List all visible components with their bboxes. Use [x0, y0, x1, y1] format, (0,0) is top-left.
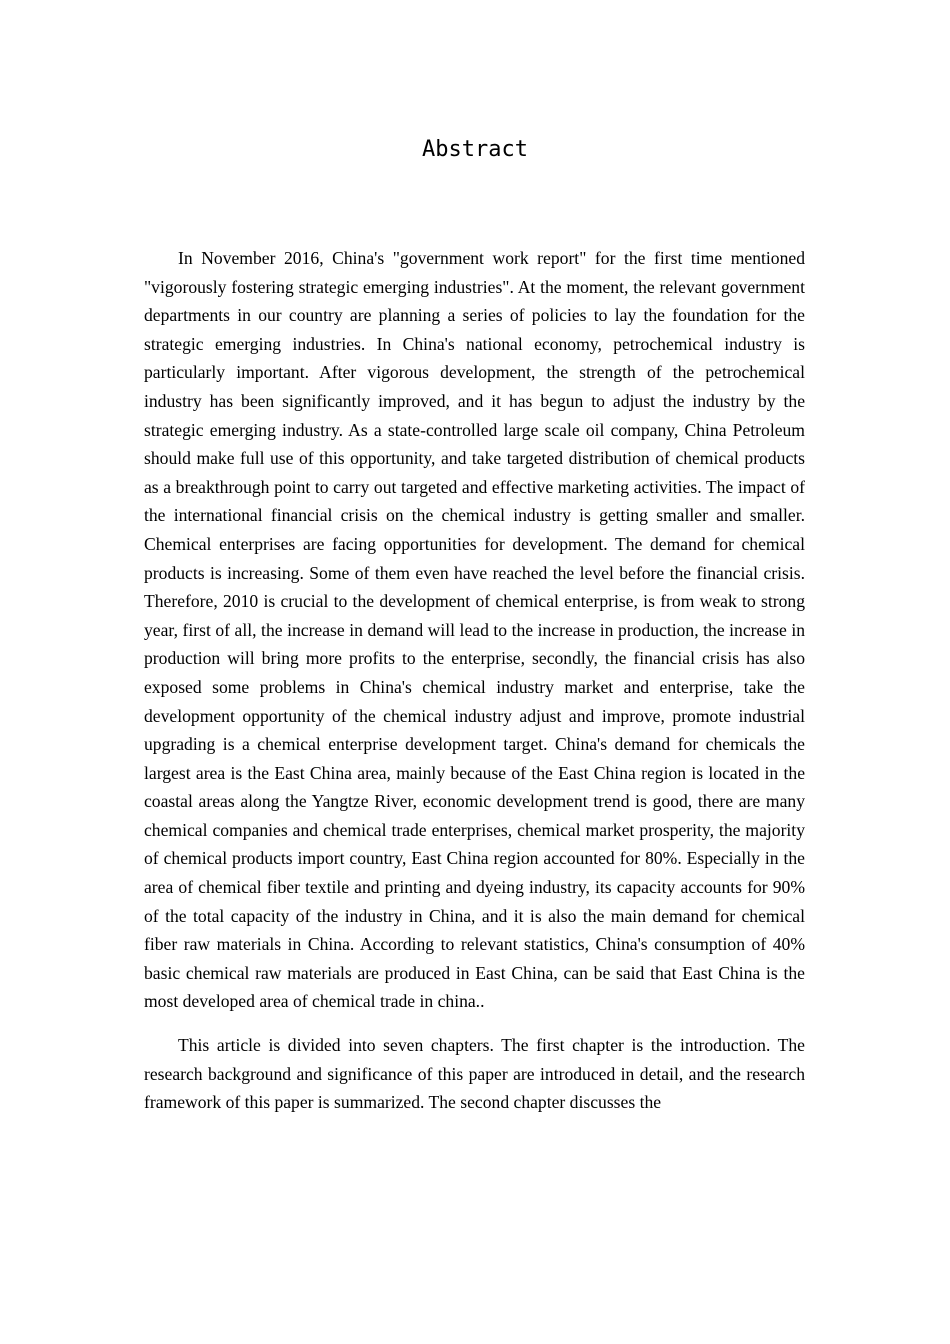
paragraph-2: This article is divided into seven chapters. The first chapter is the introduction. The research background and significance of this paper are introduced in detail, and the research framework of this paper is summarized. The second chapter discusses the: [144, 1035, 805, 1113]
abstract-body: [144, 244, 805, 1117]
page-title: Abstract: [422, 137, 528, 162]
paragraph-1: In November 2016, China's "government work report" for the first time mentioned "vigorously fostering strategic emerging industries". At the moment, the relevant government departments in our country are planning a series of policies to lay the foundation for the strategic emerging industries. In China's national economy, petrochemical industry is particularly important. After vigorous development, the strength of the petrochemical industry has been significantly improved, and it has begun to adjust the industry by the strategic emerging industry. As a state-controlled large scale oil company, China Petroleum should make full use of this opportunity, and take targeted distribution of chemical products as a breakthrough point to carry out targeted and effective marketing activities. The impact of the international financial crisis on the chemical industry is getting smaller and smaller. Chemical enterprises are facing opportunities for development. The demand for chemical products is increasing. Some of them even have reached the level before the financial crisis. Therefore, 2010 is crucial to the development of chemical enterprise, is from weak to strong year, first of all, the increase in demand will lead to the increase in production, the increase in production will bring more profits to the enterprise, secondly, the financial crisis has also exposed some problems in China's chemical industry market and enterprise, take the development opportunity of the chemical industry adjust and improve, promote industrial upgrading is a chemical enterprise development target. China's demand for chemicals the largest area is the East China area, mainly because of the East China region is located in the coastal areas along the Yangtze River, economic development trend is good, there are many chemical companies and chemical trade enterprises, chemical market prosperity, the majority of chemical products import country, East China region accounted for 80%. Especially in the area of chemical fiber textile and printing and dyeing industry, its capacity accounts for 90% of the total capacity of the industry in China, and it is also the main demand for chemical fiber raw materials in China. According to relevant statistics, China's consumption of 40% basic chemical raw materials are produced in East China, can be said that East China is the most developed area of chemical trade in china..: [144, 248, 805, 1012]
